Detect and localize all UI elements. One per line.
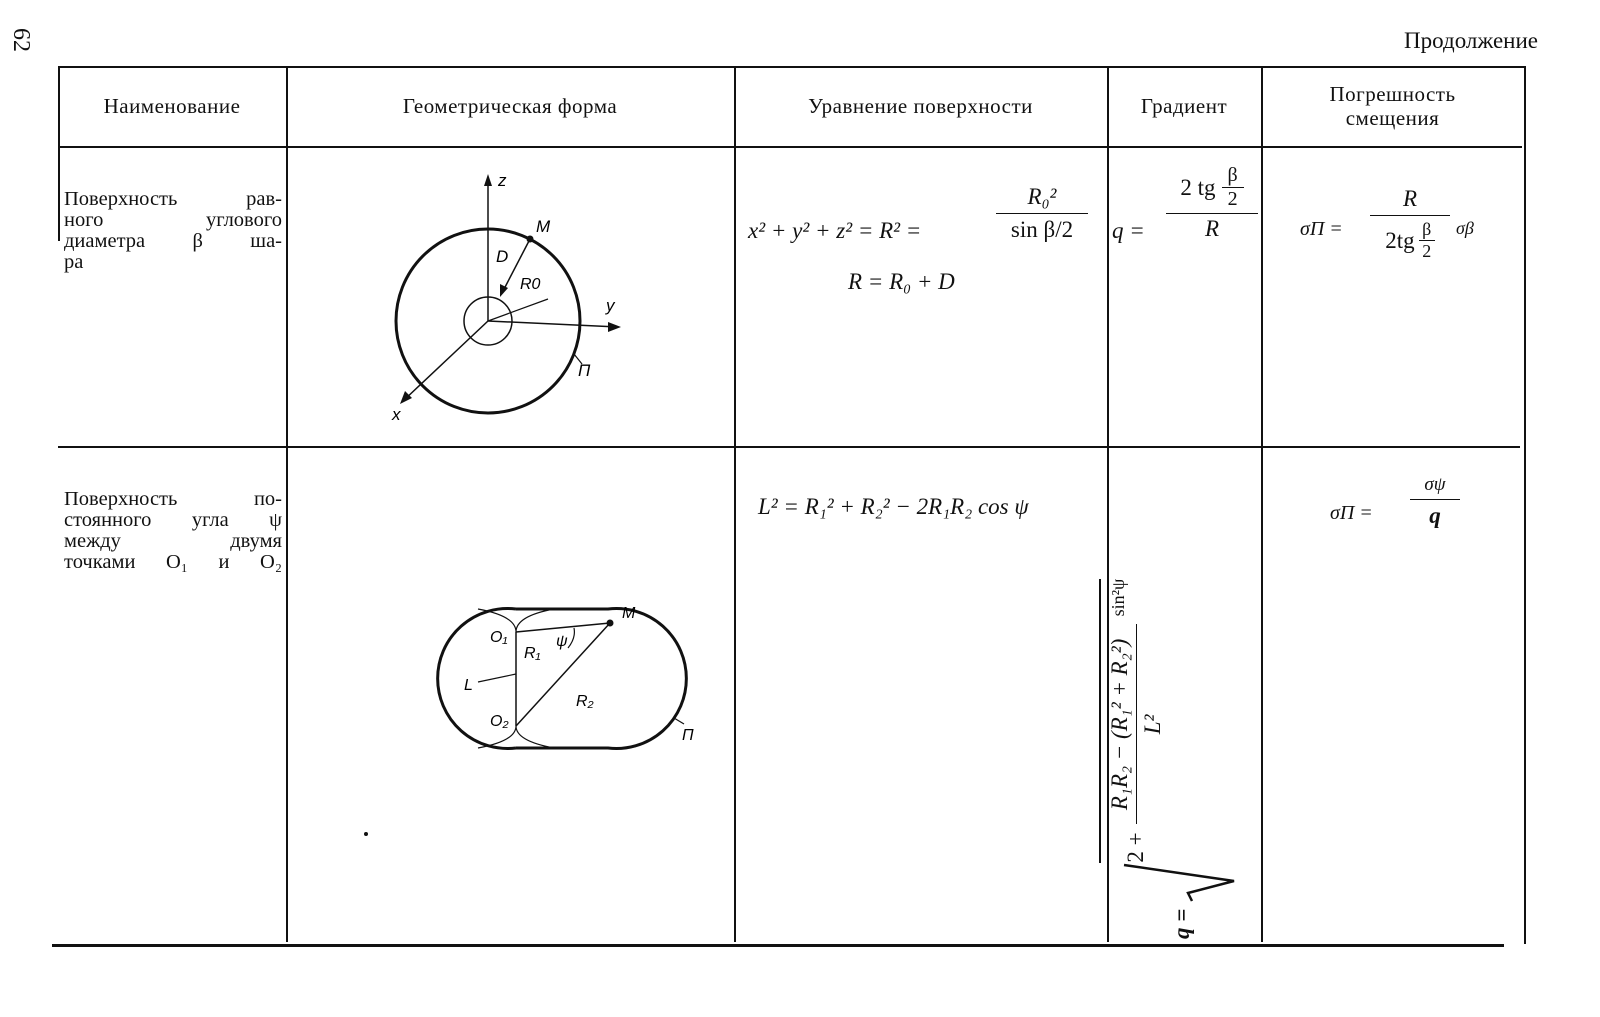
error-numerator: R bbox=[1402, 186, 1418, 211]
O1-label: O₁ bbox=[490, 629, 508, 646]
D-label: D bbox=[496, 247, 509, 266]
header-error-line2: смещения bbox=[1345, 106, 1440, 130]
table-bottom-border bbox=[52, 944, 1504, 947]
data-table bbox=[58, 66, 1550, 971]
gradient-den: L² bbox=[1139, 714, 1165, 735]
radicand bbox=[1099, 579, 1166, 863]
frac-denominator: sin β/2 bbox=[1010, 217, 1074, 242]
row1-name-line: Поверхность рав- bbox=[64, 188, 282, 210]
R1-line bbox=[516, 623, 610, 632]
error-beta-den: 2 bbox=[1422, 241, 1432, 261]
gradient-num: R₁R₂ − (R₁² + R₂²) bbox=[1106, 638, 1132, 811]
row1-name-line: ра bbox=[64, 251, 84, 273]
row1-error-frac bbox=[1370, 186, 1450, 262]
beta-num: β bbox=[1227, 164, 1238, 186]
frac-numerator: R₀² bbox=[1027, 184, 1057, 209]
R2-label: R₂ bbox=[576, 693, 594, 710]
row2-name bbox=[64, 489, 282, 573]
row2-name-line: точками O₁ и O₂ bbox=[64, 551, 282, 573]
continuation-label: Продолжение bbox=[1404, 28, 1538, 53]
M-point bbox=[527, 236, 534, 243]
header-equation: Уравнение поверхности bbox=[808, 94, 1033, 118]
z-arrow bbox=[484, 174, 492, 186]
row1-name-line: ного углового bbox=[64, 209, 282, 231]
y-arrow bbox=[608, 322, 621, 332]
D-arrow bbox=[500, 284, 508, 297]
row2-name-line: стоянного угла ψ bbox=[64, 509, 282, 531]
P-leader bbox=[674, 718, 684, 724]
error2-numerator: σψ bbox=[1424, 474, 1446, 495]
R0-line bbox=[488, 299, 548, 321]
x-label: x bbox=[392, 405, 401, 424]
gradient-denominator: R bbox=[1204, 216, 1220, 241]
row1-equation-frac bbox=[996, 184, 1088, 243]
error-denominator bbox=[1370, 219, 1450, 262]
row2-gradient bbox=[1106, 478, 1246, 940]
y-label: y bbox=[606, 296, 615, 315]
M-label: M bbox=[536, 217, 551, 236]
gradient-bar bbox=[1136, 624, 1137, 824]
error2-bar bbox=[1410, 499, 1460, 500]
row-divider bbox=[58, 446, 1520, 448]
error-den-text: 2tg bbox=[1385, 227, 1415, 253]
error2-denominator: q bbox=[1429, 503, 1441, 528]
header-error bbox=[1261, 66, 1524, 146]
psi-arc bbox=[568, 628, 574, 648]
O2-label: O₂ bbox=[490, 713, 509, 730]
header-name: Наименование bbox=[103, 94, 241, 118]
frac-bar bbox=[996, 213, 1088, 214]
row1-name-line: диаметра β ша- bbox=[64, 230, 282, 252]
header-divider bbox=[58, 146, 1522, 148]
x-axis bbox=[403, 321, 488, 401]
y-axis bbox=[488, 321, 618, 327]
row1-equation-line2: R = R₀ + D bbox=[848, 269, 955, 294]
col-border-2 bbox=[734, 66, 736, 942]
P-label: П bbox=[578, 361, 591, 380]
row2-name-line: между двумя bbox=[64, 530, 282, 552]
row2-name-line: Поверхность по- bbox=[64, 488, 282, 510]
beta-over-2 bbox=[1222, 164, 1244, 211]
M-label: M bbox=[622, 605, 636, 622]
row1-gradient-frac bbox=[1166, 164, 1258, 242]
radical-sign bbox=[1122, 863, 1242, 903]
row1-equation-lhs: x² + y² + z² = R² = bbox=[748, 218, 922, 243]
L-label: L bbox=[464, 677, 473, 694]
header-gradient: Градиент bbox=[1140, 94, 1228, 118]
R1-label: R₁ bbox=[524, 645, 541, 662]
col-border-1 bbox=[286, 66, 288, 942]
beta-den: 2 bbox=[1227, 188, 1238, 210]
gradient-two: 2 + bbox=[1123, 832, 1148, 863]
gradient-q: q = bbox=[1169, 908, 1194, 939]
row1-gradient-q: q = bbox=[1112, 218, 1145, 243]
col-border-4 bbox=[1261, 66, 1263, 942]
z-label: z bbox=[498, 171, 507, 190]
row1-name bbox=[64, 189, 282, 273]
error-bar bbox=[1370, 215, 1450, 216]
x-arrow bbox=[400, 391, 412, 404]
P-label: П bbox=[682, 727, 694, 744]
gradient-bar bbox=[1166, 213, 1258, 214]
gradient-num-text: 2 tg bbox=[1180, 174, 1216, 200]
header-shape: Геометрическая форма bbox=[402, 94, 618, 118]
psi-label: ψ bbox=[556, 633, 568, 650]
row1-error-lhs: σП = bbox=[1300, 218, 1343, 240]
gradient-sin: sin²ψ bbox=[1107, 578, 1128, 617]
constant-angle-figure bbox=[378, 586, 718, 766]
R0-label: R0 bbox=[520, 276, 541, 293]
gradient-numerator bbox=[1166, 164, 1258, 211]
page-number: 62 bbox=[8, 28, 34, 52]
row2-error-lhs: σП = bbox=[1330, 502, 1373, 524]
row2-error-frac bbox=[1410, 474, 1460, 529]
row2-equation: L² = R₁² + R₂² − 2R₁R₂ cos ψ bbox=[758, 494, 1029, 519]
header-error-line1: Погрешность bbox=[1329, 82, 1456, 106]
sphere-figure bbox=[378, 166, 678, 426]
error-beta-over-2 bbox=[1419, 219, 1435, 262]
M-point bbox=[607, 620, 614, 627]
row1-error-rhs: σβ bbox=[1456, 218, 1474, 238]
col-border-right bbox=[1524, 66, 1526, 944]
gradient-frac bbox=[1107, 624, 1166, 824]
stray-dot bbox=[364, 832, 368, 836]
L-leader bbox=[478, 674, 516, 682]
error-beta-num: β bbox=[1422, 219, 1432, 239]
